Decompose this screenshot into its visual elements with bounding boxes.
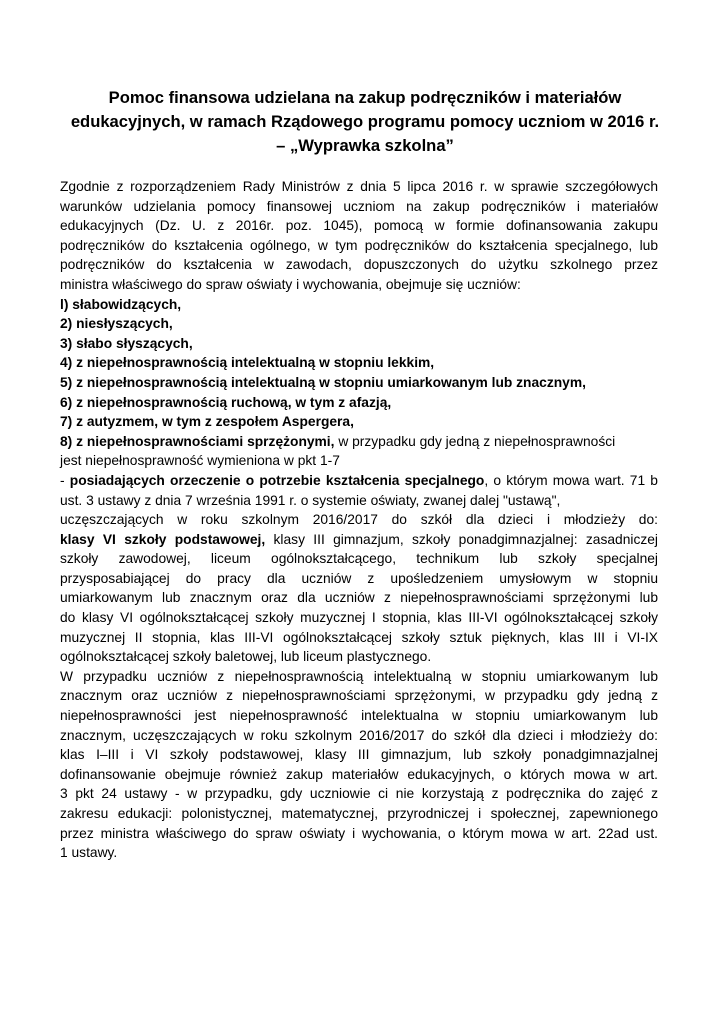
- paragraph-line: klasy VI szkoły podstawowej, klasy III gimnazjum, szkoły ponadgimnazjalnej: zasadniczej: [60, 531, 658, 547]
- list-item-6: 6) z niepełnosprawnością ruchową, w tym z afazją,: [60, 394, 392, 410]
- paragraph-line: uczęszczających w roku szkolnym 2016/2017 do szkół dla dzieci i młodzieży do:: [60, 512, 658, 528]
- paragraph-line: ogólnokształcącej szkoły baletowej, lub liceum plastycznego.: [60, 649, 432, 665]
- paragraph-line: znacznym, uczęszczających w roku szkolnym 2016/2017 do szkół dla dzieci i młodzieży do:: [60, 727, 658, 743]
- paragraph-line: 1 ustawy.: [60, 845, 118, 861]
- paragraph-line: umiarkowanym lub znacznym oraz dla uczniów z niepełnosprawnościami sprzężonymi lub: [60, 590, 658, 606]
- paragraph-line: szkoły zawodowej, liceum ogólnokształcącego, technikum lub szkoły specjalnej: [60, 551, 658, 567]
- intro-line: Zgodnie z rozporządzeniem Rady Ministrów z dnia 5 lipca 2016 r. w sprawie szczegółowych: [60, 179, 658, 194]
- intro-line: ministra właściwego do spraw oświaty i wychowania, obejmuje się uczniów:: [60, 276, 521, 292]
- paragraph-line: W przypadku uczniów z niepełnosprawnością intelektualną w stopniu umiarkowanym lub: [60, 668, 658, 684]
- intro-line: podręczników do kształcenia w zawodach, dopuszczonych do użytku szkolnego przez: [60, 257, 658, 273]
- document-title: [60, 86, 670, 158]
- list-item-4: 4) z niepełnosprawnością intelektualną w stopniu lekkim,: [60, 355, 435, 371]
- condition-line: - posiadających orzeczenie o potrzebie kształcenia specjalnego, o którym mowa wart. 71 b: [60, 472, 658, 488]
- list-item-1: l) słabowidzących,: [60, 296, 182, 312]
- intro-line: warunków udzielania pomocy finansowej uczniom na zakup podręczników i materiałów: [60, 198, 658, 214]
- title-line-2: edukacyjnych, w ramach Rządowego programu pomocy uczniom w 2016 r.: [70, 112, 660, 131]
- paragraph-line: przez ministra właściwego do spraw oświaty i wychowania, o którym mowa w art. 22ad ust.: [60, 825, 658, 841]
- paragraph-line: dofinansowanie obejmuje również zakup materiałów edukacyjnych, o których mowa w art.: [60, 766, 658, 782]
- paragraph-line: niepełnosprawności jest niepełnosprawność intelektualna w stopniu umiarkowanym lub: [60, 708, 658, 724]
- paragraph-line: zakresu edukacji: polonistycznej, matematycznej, przyrodniczej i społecznej, zapewnionego: [60, 806, 658, 821]
- paragraph-line: ust. 3 ustawy z dnia 7 września 1991 r. o systemie oświaty, zwanej dalej "ustawą",: [60, 492, 561, 508]
- paragraph-line: znacznym oraz uczniów z niepełnosprawnościami sprzężonymi, w przypadku gdy jedną z: [60, 688, 658, 704]
- list-item-3: 3) słabo słyszących,: [60, 335, 193, 351]
- title-line-1: Pomoc finansowa udzielana na zakup podręczników i materiałów: [108, 88, 622, 107]
- paragraph-line: przysposabiającej do pracy dla uczniów z upośledzeniem umysłowym w stopniu: [60, 570, 658, 586]
- list-item-5: 5) z niepełnosprawnością intelektualną w stopniu umiarkowanym lub znacznym,: [60, 374, 586, 390]
- paragraph-line: do klasy VI ogólnokształcącej szkoły muzycznej I stopnia, klas III-VI ogólnokształcącej szkoły: [60, 610, 658, 626]
- document-body: [60, 177, 658, 863]
- intro-line: podręczników do kształcenia ogólnego, w tym podręczników do kształcenia specjalnego, lub: [60, 237, 658, 253]
- paragraph-line: klas I–III i VI szkoły podstawowej, klasy III gimnazjum, lub szkoły ponadgimnazjalnej: [60, 747, 658, 763]
- paragraph-line: muzycznej II stopnia, klas III-VI ogólnokształcącej szkoły sztuk pięknych, klas III i VI-IX: [60, 629, 658, 645]
- intro-line: edukacyjnych (Dz. U. z 2016r. poz. 1045), pomocą w formie dofinansowania zakupu: [60, 218, 658, 234]
- list-item-2: 2) niesłyszących,: [60, 316, 173, 332]
- paragraph-line: 3 pkt 24 ustawy - w przypadku, gdy uczniowie ci nie korzystają z podręcznika do zajęć z: [60, 786, 658, 802]
- list-item-7: 7) z autyzmem, w tym z zespołem Aspergera,: [60, 414, 354, 430]
- list-item-8-continued: jest niepełnosprawność wymieniona w pkt 1-7: [60, 453, 340, 469]
- list-item-8: 8) z niepełnosprawnościami sprzężonymi, w przypadku gdy jedną z niepełnosprawności: [60, 433, 616, 449]
- title-line-3: – „Wyprawka szkolna”: [276, 136, 454, 155]
